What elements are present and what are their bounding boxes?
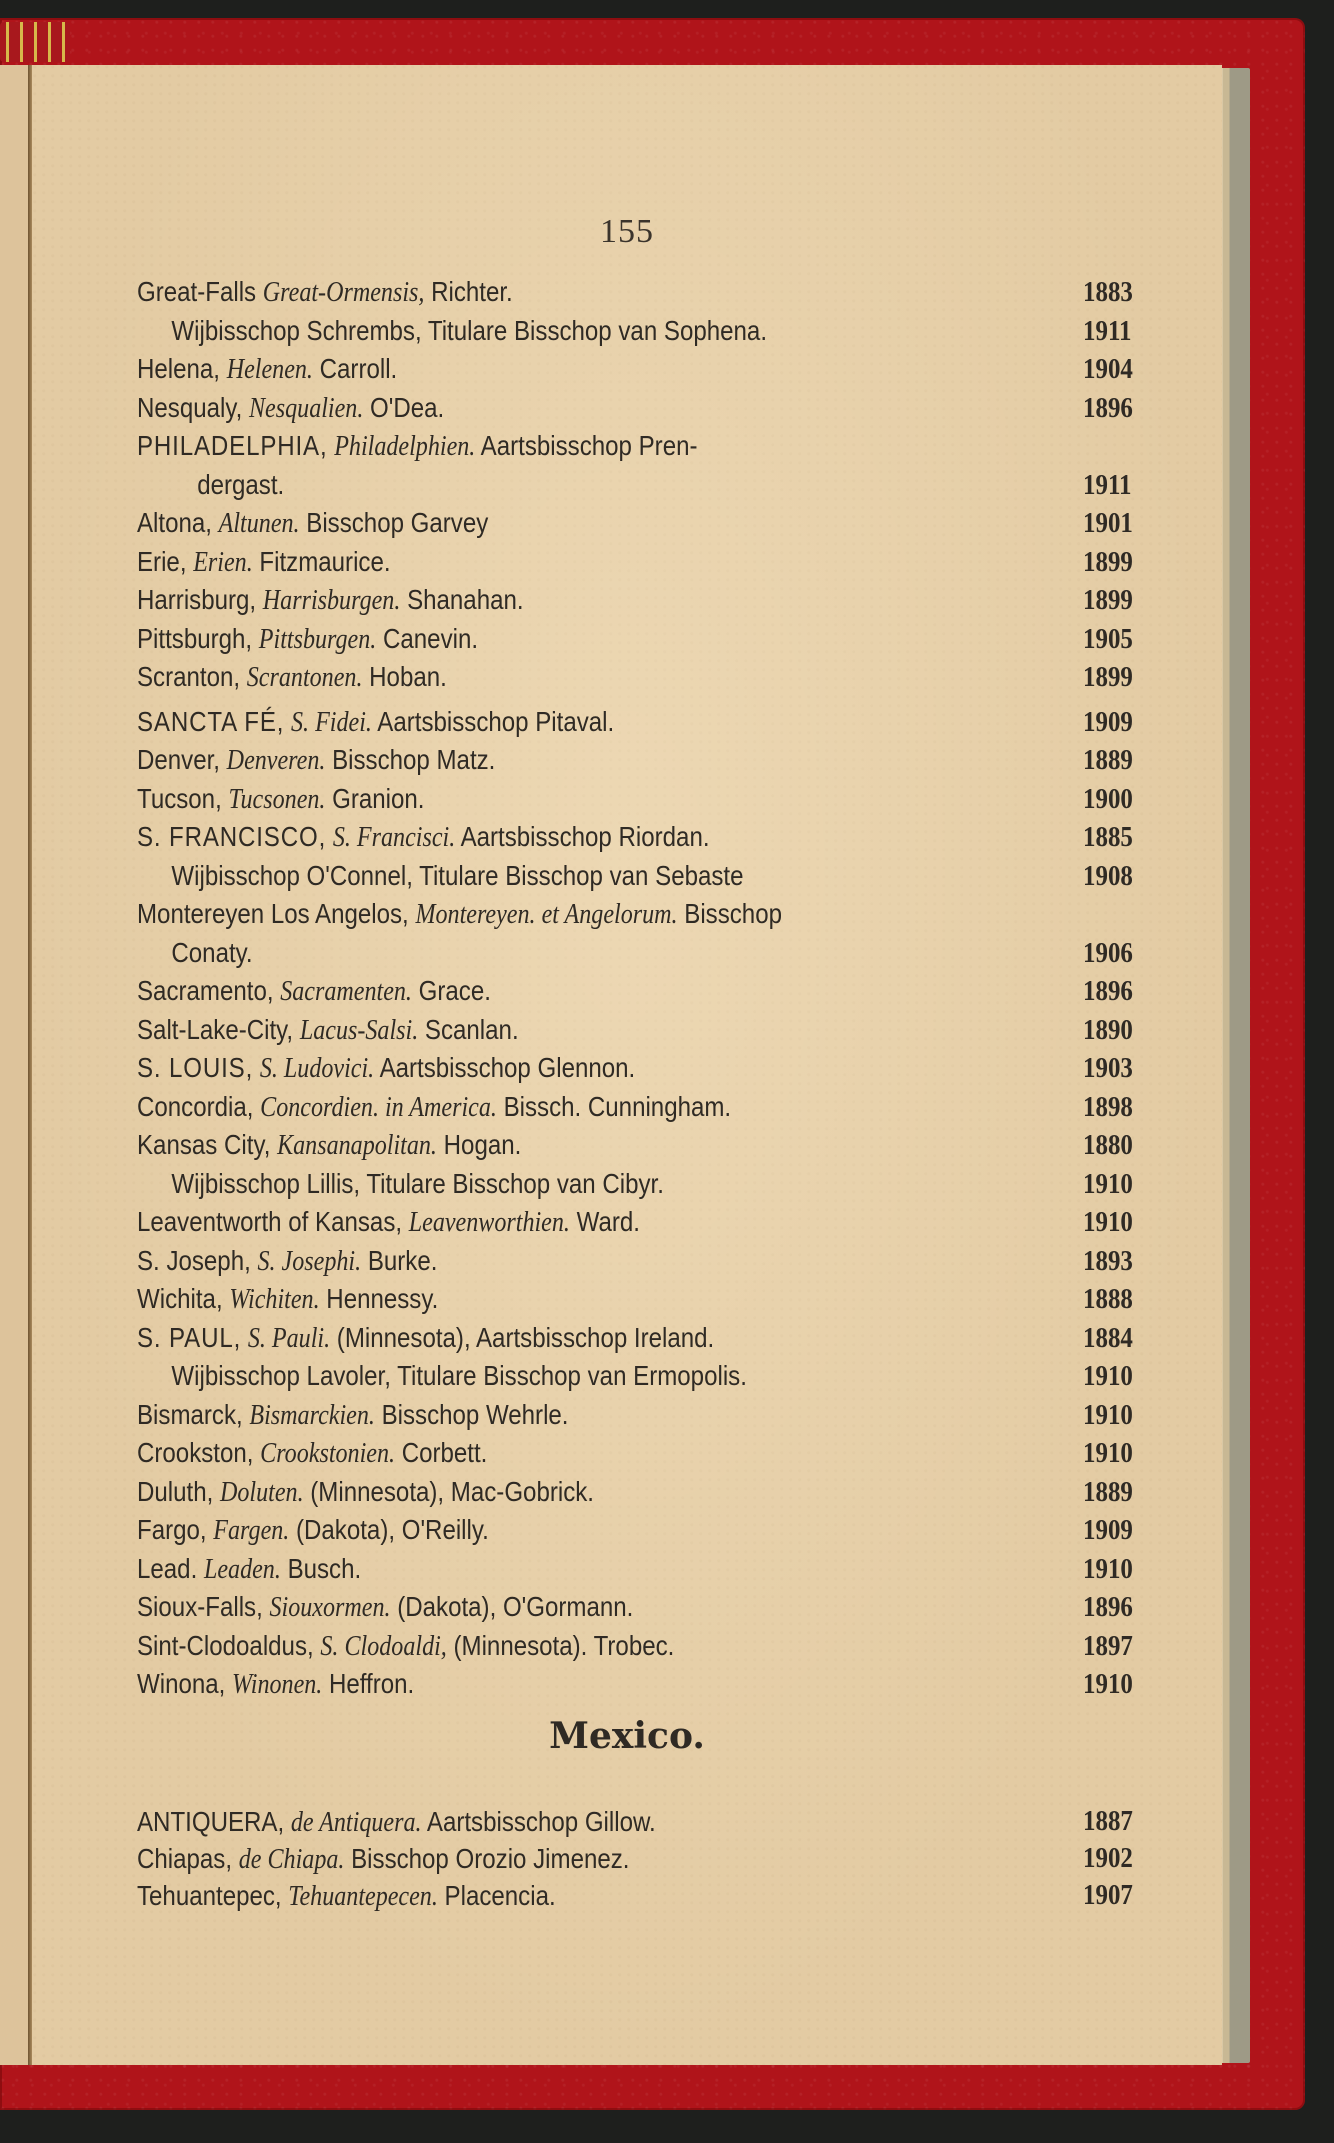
diocese-entry [137,1319,1133,1358]
entry-text [137,543,391,583]
entry-latin-name: Leaden. [203,1553,281,1585]
entry-bishop: Wijbisschop O'Connel, Titulare Bisschop van Sebaste [171,859,744,891]
diocese-entry [137,741,1133,780]
entry-text [137,350,397,390]
entry-latin-name: Kansanapolitan. [277,1130,437,1161]
entry-year: 1896 [1083,975,1133,1007]
entry-latin-name: Nesqualien. [248,392,364,424]
entry-text [137,1203,640,1243]
diocese-entry [137,658,1133,697]
entry-bishop: (Dakota), O'Gormann. [397,1591,634,1622]
entry-city: Salt-Lake-City, [137,1013,294,1045]
entry-bishop: Hogan. [443,1129,522,1160]
entry-city: S. LOUIS, [137,1052,254,1083]
entry-city: Nesqualy, [137,391,243,423]
entry-text [137,389,444,429]
entry-year: 1910 [1083,1668,1133,1700]
entry-bishop: Aartsbisschop Glennon. [379,1052,636,1083]
entry-latin-name: Lacus-Salsi. [299,1014,419,1046]
entry-bishop: Wijbisschop Lavoler, Titulare Bisschop van Ermopolis. [171,1360,747,1391]
entry-latin-name: Doluten. [219,1476,304,1508]
entry-latin-name: S. Pauli. [247,1322,331,1354]
entry-bishop: Hoban. [369,661,447,692]
entry-latin-name: Montereyen. et Angelorum. [415,899,678,930]
entry-year: 1883 [1083,276,1133,308]
diocese-entry [137,1511,1133,1550]
entry-latin-name: Altunen. [218,508,300,539]
entry-latin-name: Harrisburgen. [262,585,401,616]
diocese-entry [137,273,1133,312]
entry-latin-name: Winonen. [232,1669,323,1700]
entry-latin-name: Great-Ormensis, [262,277,425,308]
entry-bishop: Ward. [576,1206,640,1237]
entry-latin-name: de Chiapa. [238,1844,345,1875]
entry-year: 1907 [1083,1879,1133,1911]
entry-bishop: Aartsbisschop Pren- [480,430,698,461]
entry-latin-name: S. Josephi. [257,1245,362,1277]
entry-city: Helena, [137,353,221,384]
entry-year: 1897 [1083,1629,1133,1662]
entry-city: Tehuantepec, [137,1880,282,1911]
entry-latin-name: Crookstonien. [260,1438,396,1469]
entry-city: Crookston, [137,1437,254,1468]
entry-latin-name: Fargen. [213,1515,290,1546]
diocese-entry [137,818,1133,857]
entry-text [137,895,782,935]
entry-year: 1898 [1083,1090,1133,1123]
entry-year: 1887 [1083,1805,1133,1837]
entry-city: Duluth, [137,1475,214,1507]
entry-text [137,1280,438,1320]
entry-year: 1910 [1083,1206,1133,1238]
entry-year: 1910 [1083,1437,1133,1469]
entry-bishop: (Minnesota). Trobec. [453,1629,675,1661]
diocese-list-usa [137,273,1167,1704]
entry-year: 1899 [1083,545,1133,578]
entry-bishop: Bisschop Orozio Jimenez. [351,1843,630,1874]
entry-bishop: Burke. [367,1244,438,1276]
entry-latin-name: de Antiquera. [290,1807,422,1838]
entry-latin-name: Pittsburgen. [258,623,377,655]
diocese-entry [137,857,1133,896]
diocese-entry [137,1088,1133,1127]
entry-city: PHILADELPHIA, [137,430,328,461]
diocese-entry [137,581,1133,620]
entry-bishop: Granion. [332,782,425,814]
entry-text [137,1165,664,1205]
entry-city: Tucson, [137,782,222,814]
entry-city: Montereyen Los Angelos, [137,898,409,929]
diocese-entry [137,1434,1133,1473]
diocese-entry [137,1049,1133,1088]
diocese-entry [137,389,1133,428]
entry-text [137,581,524,621]
diocese-entry [137,312,1132,351]
entry-city: Harrisburg, [137,584,257,615]
entry-year: 1880 [1083,1129,1133,1161]
entry-latin-name: S. Ludovici. [259,1053,375,1084]
diocese-entry [137,934,1133,973]
entry-bishop: (Minnesota), Aartsbisschop Ireland. [336,1321,715,1353]
entry-latin-name: Concordien. in America. [260,1091,497,1123]
diocese-entry [137,350,1133,389]
diocese-entry [137,1165,1133,1204]
entry-bishop: Conaty. [171,936,253,968]
entry-text [137,1877,556,1915]
diocese-entry [137,543,1133,582]
diocese-entry [137,895,1023,934]
entry-text [137,1049,635,1089]
entry-year: 1896 [1083,391,1133,424]
entry-text [137,1126,521,1166]
entry-text [137,1588,633,1628]
diocese-entry [137,466,1132,505]
entry-bishop: Bisschop [684,898,782,929]
entry-bishop: Bissch. Cunningham. [503,1090,732,1122]
entry-bishop: (Dakota), O'Reilly. [296,1514,489,1545]
diocese-entry [137,1357,1133,1396]
entry-bishop: dergast. [197,468,285,500]
entry-year: 1889 [1083,1475,1133,1508]
diocese-entry [137,427,1023,466]
entry-latin-name: Helenen. [226,354,313,385]
diocese-entry [137,1803,1133,1840]
entry-city: Lead. [137,1552,198,1584]
entry-year: 1890 [1083,1013,1133,1046]
entry-city: Sint-Clodoaldus, [137,1629,314,1661]
entry-bishop: Bisschop Wehrle. [381,1398,569,1430]
entry-bishop: Scanlan. [424,1013,519,1045]
entry-year: 1902 [1083,1842,1133,1874]
entry-city: Great-Falls [137,276,257,307]
entry-year: 1906 [1083,936,1133,969]
diocese-list-mexico [137,1803,1167,1914]
entry-year: 1909 [1083,1514,1133,1546]
entry-city: Chiapas, [137,1843,233,1874]
entry-latin-name: Scrantonen. [246,662,363,693]
entry-year: 1889 [1083,744,1133,776]
entry-year: 1905 [1083,622,1133,655]
entry-text [137,1627,674,1667]
entry-text [137,934,253,974]
entry-city: Concordia, [137,1090,254,1122]
entry-year: 1893 [1083,1244,1133,1277]
entry-year: 1900 [1083,782,1133,815]
entry-latin-name: Leavenworthien. [408,1207,570,1238]
entry-text [137,1357,747,1397]
gutter-line [28,65,32,2065]
entry-text [137,273,513,313]
entry-city: Bismarck, [137,1398,243,1430]
entry-text [137,427,697,467]
entry-latin-name: S. Clodoaldi, [320,1630,447,1662]
diocese-entry [137,1550,1133,1589]
entry-bishop: Aartsbisschop Pitaval. [377,705,615,737]
entry-city: Sacramento, [137,975,274,1006]
entry-bishop: Busch. [287,1552,362,1584]
entry-text [137,1011,519,1051]
entry-year: 1904 [1083,353,1133,385]
entry-bishop: Richter. [431,276,513,307]
entry-bishop: Wijbisschop Lillis, Titulare Bisschop van Cibyr. [171,1167,664,1199]
entry-year: 1910 [1083,1360,1133,1392]
entry-year: 1901 [1083,507,1133,539]
entry-bishop: Heffron. [329,1668,415,1699]
entry-latin-name: Wichiten. [229,1284,320,1315]
diocese-entry [137,1588,1133,1627]
diocese-entry [137,1280,1133,1319]
entry-latin-name: Denveren. [226,745,326,776]
entry-text [137,620,478,660]
entry-text [137,703,614,743]
entry-bishop: O'Dea. [370,391,445,423]
book-headband [0,22,70,62]
diocese-entry [137,780,1133,819]
entry-year: 1911 [1083,314,1132,347]
diocese-entry [137,1877,1133,1914]
entry-year: 1910 [1083,1398,1133,1431]
entry-year: 1899 [1083,661,1133,693]
entry-latin-name: Bismarckien. [249,1399,375,1431]
entry-bishop: Wijbisschop Schrembs, Titulare Bisschop van Sophena. [171,314,768,346]
diocese-entry [137,1242,1133,1281]
entry-text [137,1088,731,1128]
entry-city: Denver, [137,744,220,775]
section-heading-mexico: Mexico. [549,1715,705,1757]
entry-latin-name: Tehuantepecen. [288,1881,438,1912]
entry-text [137,658,447,698]
entry-bishop: Corbett. [401,1437,488,1468]
entry-city: ANTIQUERA, [137,1806,285,1837]
diocese-entry [137,1203,1133,1242]
diocese-entry [137,1126,1133,1165]
entry-city: Pittsburgh, [137,622,253,654]
entry-bishop: Hennessy. [326,1283,439,1314]
diocese-entry [137,1396,1133,1435]
entry-year: 1910 [1083,1552,1133,1585]
entry-latin-name: Erien. [193,546,253,578]
diocese-entry [137,504,1133,543]
entry-bishop: Fitzmaurice. [259,545,391,577]
diocese-entry [137,1840,1133,1877]
diocese-entry [137,1473,1133,1512]
entry-year: 1888 [1083,1283,1133,1315]
entry-latin-name: S. Fidei. [291,706,372,738]
entry-bishop: Bisschop Garvey [306,507,489,538]
diocese-entry [137,1627,1133,1666]
diocese-entry [137,620,1133,659]
entry-text [137,1242,437,1282]
diocese-entry [137,1011,1133,1050]
entry-latin-name: Siouxormen. [269,1592,391,1623]
entry-city: S. Joseph, [137,1244,251,1276]
entry-bishop: Placencia. [444,1880,556,1911]
entry-text [137,1511,489,1551]
entry-bishop: Shanahan. [407,584,524,615]
entry-city: Erie, [137,545,187,577]
entry-city: S. FRANCISCO, [137,821,327,852]
entry-city: SANCTA FÉ, [137,705,285,737]
entry-text [137,1840,629,1878]
entry-year: 1884 [1083,1321,1133,1354]
book-page [32,65,1222,2065]
entry-bishop: Canevin. [383,622,479,654]
entry-bishop: Bisschop Matz. [332,744,496,775]
entry-year: 1896 [1083,1591,1133,1623]
entry-bishop: Aartsbisschop Riordan. [460,821,710,852]
entry-city: Scranton, [137,661,241,692]
entry-text [137,312,767,352]
page-number: 155 [600,213,654,250]
previous-page-sliver [0,65,30,2065]
entry-year: 1908 [1083,859,1133,892]
entry-text [137,1665,414,1705]
entry-year: 1911 [1083,468,1132,501]
entry-text [137,466,284,506]
entry-text [137,972,491,1012]
diocese-entry [137,703,1133,742]
entry-year: 1899 [1083,584,1133,616]
entry-bishop: Aartsbisschop Gillow. [426,1806,656,1837]
entry-bishop: Carroll. [319,353,398,384]
entry-latin-name: S. Francisci. [332,822,456,853]
entry-year: 1885 [1083,821,1133,853]
entry-text [137,1396,569,1436]
entry-text [137,1473,594,1513]
entry-city: Sioux-Falls, [137,1591,263,1622]
diocese-entry [137,972,1133,1011]
entry-text [137,857,744,897]
entry-year: 1909 [1083,705,1133,738]
entry-latin-name: Sacramenten. [280,976,412,1007]
entry-bishop: (Minnesota), Mac-Gobrick. [310,1475,594,1507]
entry-city: Winona, [137,1668,226,1699]
entry-text [137,780,425,820]
entry-text [137,504,488,544]
diocese-entry [137,1665,1133,1704]
entry-city: S. PAUL, [137,1321,242,1353]
entry-city: Altona, [137,507,212,538]
entry-city: Fargo, [137,1514,207,1545]
entry-bishop: Grace. [418,975,491,1006]
entry-city: Leaventworth of Kansas, [137,1206,403,1237]
entry-text [137,1434,487,1474]
entry-text [137,818,710,858]
entry-text [137,1319,714,1359]
entry-text [137,1550,361,1590]
entry-year: 1910 [1083,1167,1133,1200]
entry-latin-name: Philadelphien. [334,431,476,462]
entry-year: 1903 [1083,1052,1133,1084]
entry-text [137,1803,656,1841]
entry-city: Wichita, [137,1283,223,1314]
entry-latin-name: Tucsonen. [228,783,326,815]
entry-text [137,741,495,781]
entry-city: Kansas City, [137,1129,271,1160]
